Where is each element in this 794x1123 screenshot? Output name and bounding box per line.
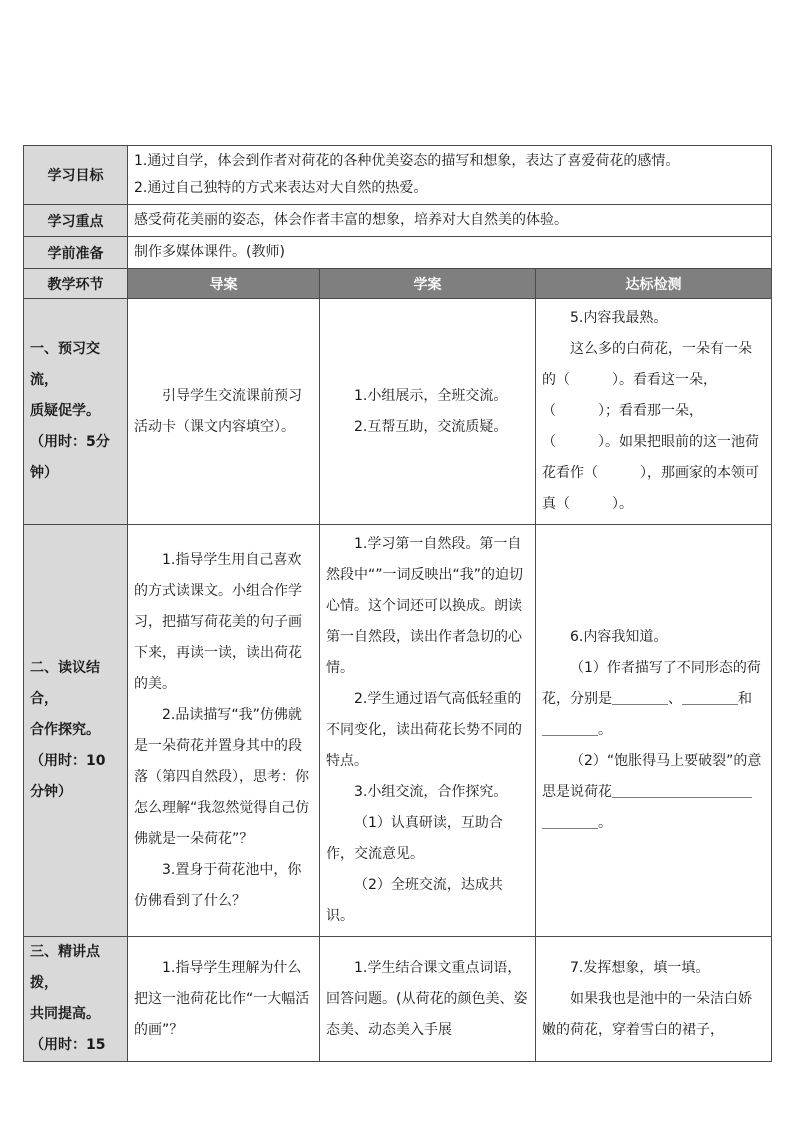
stage-2-guide: 1.指导学生用自己喜欢的方式读课文。小组合作学习，把描写荷花美的句子画下来，再读一读，读出荷花的美。 2.品读描写“我”仿佛就是一朵荷花并置身其中的段落（第四自然段），思考：你怎么理解“我忽然觉得自己仿佛就是一朵荷花”？ 3.置身于荷花池中，你仿佛看到了什么？ (128, 525, 320, 937)
stage-2-check: 6.内容我知道。 （1）作者描写了不同形态的荷花，分别是＿＿＿＿、＿＿＿＿和＿＿＿＿。 （2）“饱胀得马上要破裂”的意思是说荷花＿＿＿＿＿＿＿＿＿＿＿＿＿＿。 (536, 525, 772, 937)
header-stage: 教学环节 (24, 269, 128, 299)
stage-1-name: 一、预习交流， 质疑促学。 （用时：5分 钟） (24, 299, 128, 525)
header-check: 达标检测 (536, 269, 772, 299)
stage-2-study: 1.学习第一自然段。第一自然段中“”一词反映出“我”的迫切心情。这个词还可以换成。朗读第一自然段，读出作者急切的心情。 2.学生通过语气高低轻重的不同变化，读出荷花长势不同的特点。 3.小组交流，合作探究。 （1）认真研读，互助合作，交流意见。 （2）全班交流，达成共识。 (320, 525, 536, 937)
row-preparation (24, 237, 772, 269)
goals-content (128, 146, 772, 205)
stage-3-check: 7.发挥想象，填一填。 如果我也是池中的一朵洁白娇嫩的荷花，穿着雪白的裙子， (536, 937, 772, 1062)
preparation-label: 学前准备 (24, 237, 128, 269)
stage-1-study: 1.小组展示，全班交流。 2.互帮互助，交流质疑。 (320, 299, 536, 525)
row-goals (24, 146, 772, 205)
stage-3-study: 1.学生结合课文重点词语，回答问题。(从荷花的颜色美、姿态美、动态美入手展 (320, 937, 536, 1062)
row-stage-2 (24, 525, 772, 937)
row-stage-3 (24, 937, 772, 1062)
lesson-plan-table (23, 145, 772, 1062)
row-header (24, 269, 772, 299)
goal-item-1: 1.通过自学，体会到作者对荷花的各种优美姿态的描写和想象，表达了喜爱荷花的感情。 (134, 153, 680, 169)
key-points-label: 学习重点 (24, 205, 128, 237)
stage-3-guide: 1.指导学生理解为什么把这一池荷花比作“一大幅活的画”？ (128, 937, 320, 1062)
stage-1-guide: 引导学生交流课前预习活动卡（课文内容填空）。 (128, 299, 320, 525)
header-study: 学案 (320, 269, 536, 299)
row-key-points (24, 205, 772, 237)
goal-item-2: 2.通过自己独特的方式来表达对大自然的热爱。 (134, 180, 428, 196)
stage-1-check: 5.内容我最熟。 这么多的白荷花，一朵有一朵的（ ）。看看这一朵，（ ）；看看那一朵，（ ）。如果把眼前的这一池荷花看作（ ），那画家的本领可真（ ）。 (536, 299, 772, 525)
row-stage-1 (24, 299, 772, 525)
goals-label: 学习目标 (24, 146, 128, 205)
header-guide: 导案 (128, 269, 320, 299)
preparation-text: 制作多媒体课件。(教师) (128, 237, 772, 269)
stage-2-name: 二、读议结合， 合作探究。 （用时：10 分钟） (24, 525, 128, 937)
key-points-text: 感受荷花美丽的姿态，体会作者丰富的想象，培养对大自然美的体验。 (128, 205, 772, 237)
stage-3-name: 三、精讲点拨， 共同提高。 （用时：15 (24, 937, 128, 1062)
